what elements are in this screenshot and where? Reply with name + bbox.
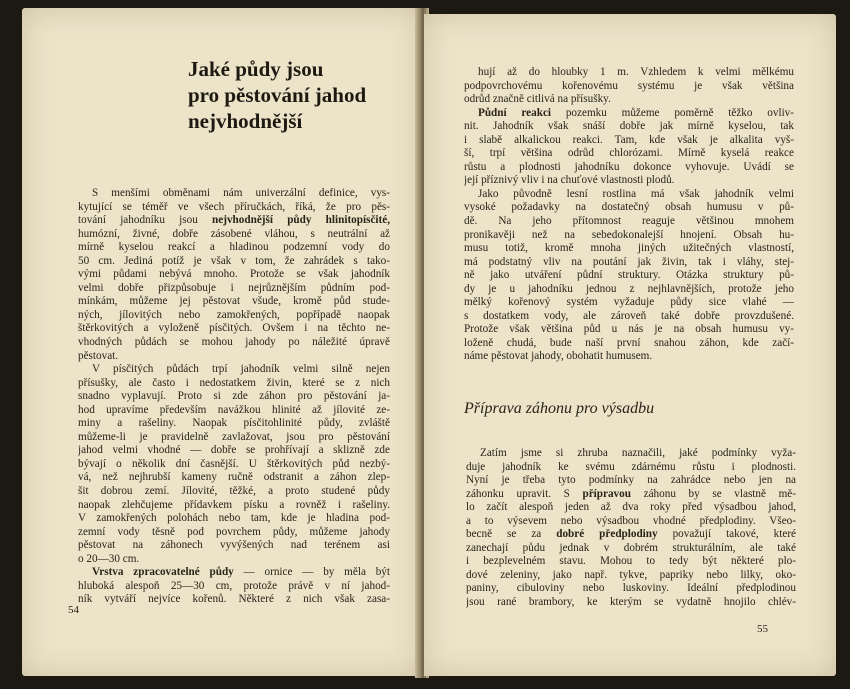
line-text: o 20—30 cm. — [78, 552, 140, 565]
text-line — [78, 553, 390, 567]
line-text: pozemku můžeme poměrně těžko ovliv- — [551, 106, 794, 119]
line-text: záhonu by se vlastně mě- — [630, 487, 796, 500]
line-text: humózní, živné, dobře zásobené vláhou, s neutrální až — [78, 227, 390, 240]
text-line — [464, 188, 794, 202]
line-text: musu totiž, kromě mnoha jiných užitečných vlastností, — [464, 242, 794, 255]
text-line — [78, 322, 390, 336]
chapter-title — [188, 56, 413, 134]
line-text: hují až do hloubky 1 m. Vzhledem k velmi mělkému — [478, 66, 794, 78]
text-line — [78, 295, 390, 309]
bold-term: nejvhodnější půdy hlinitopísčité, — [212, 214, 390, 227]
line-text: i bezplevelném stavu. Mohou to tedy být některé plo- — [466, 555, 796, 568]
text-line — [78, 390, 390, 404]
text-line — [78, 485, 390, 499]
line-text: růstu a plodnosti jahodníku dokonce vyhovuje. Uvádí se — [464, 160, 794, 173]
line-text: s dostatkem vody, ale zároveň také dobře provzdušené. — [464, 309, 794, 322]
title-line: nejvhodnější — [188, 109, 303, 133]
line-text: loženě chudá, bude naší první snahou záhon, kde začí- — [464, 336, 794, 349]
line-text: zemní vody těsně pod povrchem půdy, můžeme jahody — [78, 525, 390, 538]
text-line — [466, 515, 796, 529]
line-text: podpovrchovému kořenovému systému je však většina — [464, 79, 794, 92]
text-line — [466, 501, 796, 515]
line-text: Protože však většina půd u nás je na obsah humusu vy- — [464, 323, 794, 336]
text-line — [464, 283, 794, 297]
line-text: naopak zlehčujeme přídavkem písku a rovněž i rašeliny. — [78, 498, 390, 511]
page-number: 55 — [757, 623, 768, 635]
line-text: V zamokřených polohách nebo tam, kde je hladina pod- — [78, 512, 390, 525]
line-text: záhonku upravit. S — [466, 487, 583, 500]
text-line — [78, 336, 390, 350]
text-line — [78, 282, 390, 296]
line-text: přísušky, ale často i nedostatkem živin, které se z nich — [78, 376, 390, 389]
line-text: i slabě alkalickou reakci. Tam, kde však je alkalita vyš- — [464, 133, 794, 146]
text-line — [78, 350, 390, 364]
line-text: vá, než nejhrubší kameny ručně odstranit a záhon zlep- — [78, 471, 390, 484]
line-text: dě. Na jeho přítomnost reaguje většinou mnohem — [464, 215, 794, 228]
line-text: ně jako utváření půdní struktury. Otázka struktury pů- — [464, 269, 794, 282]
text-line — [464, 242, 794, 256]
bold-term: Půdní reakci — [478, 106, 552, 119]
line-text: jahod velmi vhodné — dobře se prohřívají a sklizně zde — [78, 444, 390, 457]
line-text: považují takové, které — [657, 528, 796, 541]
line-text: bývají o několik dní časnější. U štěrkovitých půd nezbý- — [78, 457, 390, 470]
line-text: S menšími obměnami nám univerzální definice, vys- — [92, 187, 390, 199]
text-line — [78, 309, 390, 323]
text-line — [466, 488, 796, 502]
line-text: mírně kyselou reakcí a hladinou podzemní vody do — [78, 241, 390, 254]
line-text: tování jahodníku jsou — [78, 214, 213, 227]
text-line — [464, 134, 794, 148]
section-heading: Příprava záhonu pro výsadbu — [464, 400, 655, 417]
text-line — [78, 566, 390, 580]
line-text: můžeme-li je pravidelně zavlažovat, jsou pro pěstování — [78, 430, 390, 443]
text-line — [464, 147, 794, 161]
text-line — [466, 474, 796, 488]
bold-term: přípravou — [582, 487, 631, 500]
text-line — [464, 120, 794, 134]
text-line — [78, 417, 390, 431]
text-line — [78, 377, 390, 391]
line-text: mělký kořenový systém vyžaduje půdy sice vlahé — — [464, 296, 794, 309]
text-line — [78, 499, 390, 513]
line-text: pěstovat. — [78, 349, 119, 362]
line-text: duje jahodník ke svému zdárnému růstu i plodnosti. — [466, 460, 796, 473]
left-body-text — [78, 187, 390, 607]
text-line — [78, 214, 390, 228]
line-text: ší, trpí většina odrůd chlorózami. Mírně kyselá reakce — [464, 147, 794, 160]
text-line — [464, 296, 794, 310]
line-text: mínkám, můžeme jej pěstovat všude, kromě půd stude- — [78, 295, 390, 308]
text-line — [464, 256, 794, 270]
line-text: a to výsevem nebo výsadbou vhodné předplodiny. Všeo- — [466, 514, 796, 527]
text-line — [464, 310, 794, 324]
text-line — [466, 542, 796, 556]
text-line — [78, 431, 390, 445]
line-text: ník vytváří nejvíce kořenů. Některé z nich však zasa- — [78, 593, 390, 606]
line-text: jsou rané brambory, ke kterým se vydatně hnojilo chlév- — [466, 596, 796, 609]
line-text: velmi dobře přizpůsobuje i nejrůznějším půdním pod- — [78, 281, 390, 294]
page-number: 54 — [68, 604, 79, 616]
line-text: má podstatný vliv na poutání jak živin, tak i vláhy, stej- — [464, 255, 794, 268]
text-line — [78, 539, 390, 553]
line-text: snadno vyplavují. Proto si zde záhon pro pěstování ja- — [78, 390, 390, 403]
line-text: hod upravíme především navážkou hlinité až jílovité ze- — [78, 403, 390, 416]
text-line — [78, 526, 390, 540]
line-text: vysoké požadavky na dostatečný obsah humusu v pů- — [464, 201, 794, 214]
text-line — [464, 93, 794, 107]
text-line — [464, 215, 794, 229]
title-line: Jaké půdy jsou — [188, 57, 324, 81]
line-text: 50 cm. Jediná potíž je však v tom, že zahrádek s tako- — [78, 254, 390, 267]
text-line — [466, 528, 796, 542]
line-text: štěrkovitých a vyloženě písčitých. Ovšem i na těchto ne- — [78, 322, 390, 335]
text-line — [78, 187, 390, 201]
line-text: Jako původně lesní rostlina má však jahodník velmi — [478, 187, 794, 200]
text-line — [78, 471, 390, 485]
bold-term: dobré předplodiny — [556, 528, 658, 541]
line-text: pronikavěji než na sebedokonalejší hnojení. Obsah hu- — [464, 228, 794, 241]
line-text: lo začít alespoň jeden až dva roky před výsadbou jahod, — [466, 501, 796, 514]
text-line — [464, 161, 794, 175]
text-line — [78, 228, 390, 242]
line-text: paniny, cibuloviny nebo luskoviny. Ideální předplodinou — [466, 582, 796, 595]
text-line — [466, 461, 796, 475]
text-line — [78, 444, 390, 458]
line-text: vými půdami nebývá mnoho. Protože se však jahodník — [78, 268, 390, 281]
line-text: V písčitých půdách trpí jahodník velmi silně nejen — [92, 363, 390, 376]
text-line — [466, 582, 796, 596]
title-line: pro pěstování jahod — [188, 83, 367, 107]
line-text: odrůd značně citlivá na přísušky. — [464, 93, 611, 106]
text-line — [464, 323, 794, 337]
text-line — [464, 107, 794, 121]
line-text: nit. Jahodník však snáší dobře jak mírně kyselou, tak — [464, 120, 794, 133]
line-text: ných, jílovitých nebo zamokřených, popřípadě naopak — [78, 308, 390, 321]
line-text: becně se za — [466, 528, 557, 541]
text-line — [78, 255, 390, 269]
text-line — [78, 363, 390, 377]
line-text: Zatím jsme si zhruba naznačili, jaké podmínky vyža- — [480, 447, 796, 459]
text-line — [466, 447, 796, 461]
text-line — [464, 229, 794, 243]
text-line — [78, 593, 390, 607]
text-line — [464, 269, 794, 283]
text-line — [78, 580, 390, 594]
line-text: náme pěstovat jahody, obohatit humusem. — [464, 350, 653, 363]
line-text: zanechají půdu jednak v dobrém strukturálním, ale také — [466, 541, 796, 554]
text-line — [464, 66, 794, 80]
line-text: šit dobrou zemí. Jílovité, těžké, a proto studené půdy — [78, 485, 390, 498]
text-line — [464, 350, 794, 364]
text-line — [78, 512, 390, 526]
text-line — [464, 174, 794, 188]
text-line — [78, 201, 390, 215]
right-page — [424, 14, 836, 676]
text-line — [466, 596, 796, 610]
line-text: vhodných půdách se mohou jahody po náležité úpravě — [78, 336, 390, 349]
line-text: kytující se téměř ve všech příručkách, říká, že pro pěs- — [78, 200, 390, 213]
right-body-text-bottom — [466, 447, 796, 610]
line-text: — ornice — by měla být — [233, 566, 390, 579]
text-line — [464, 337, 794, 351]
line-text: dové zeleniny, jako např. tykve, papriky nebo lilky, oko- — [466, 568, 796, 581]
text-line — [78, 458, 390, 472]
text-line — [466, 555, 796, 569]
text-line — [464, 201, 794, 215]
line-text: dy je u jahodníku jednou z nejhlavnějších, protože jeho — [464, 282, 794, 295]
line-text: pěstovat na záhonech vyvýšených nad terénem asi — [78, 539, 390, 552]
right-body-text-top — [464, 66, 794, 364]
text-line — [78, 268, 390, 282]
line-text: miny a rašeliny. Naopak písčitohlinité půdy, zvláště — [78, 417, 390, 430]
text-line — [78, 404, 390, 418]
bold-term: Vrstva zpracovatelné půdy — [92, 566, 234, 579]
line-text: hluboká alespoň 25—30 cm, protože právě v ní jahod- — [78, 579, 390, 592]
text-line — [78, 241, 390, 255]
text-line — [466, 569, 796, 583]
line-text: její příznivý vliv i na chuťové vlastnosti plodů. — [464, 174, 675, 187]
text-line — [464, 80, 794, 94]
left-page — [22, 8, 420, 676]
line-text: Nyní je třeba tyto podmínky na zahrádce nebo jen na — [466, 474, 796, 487]
